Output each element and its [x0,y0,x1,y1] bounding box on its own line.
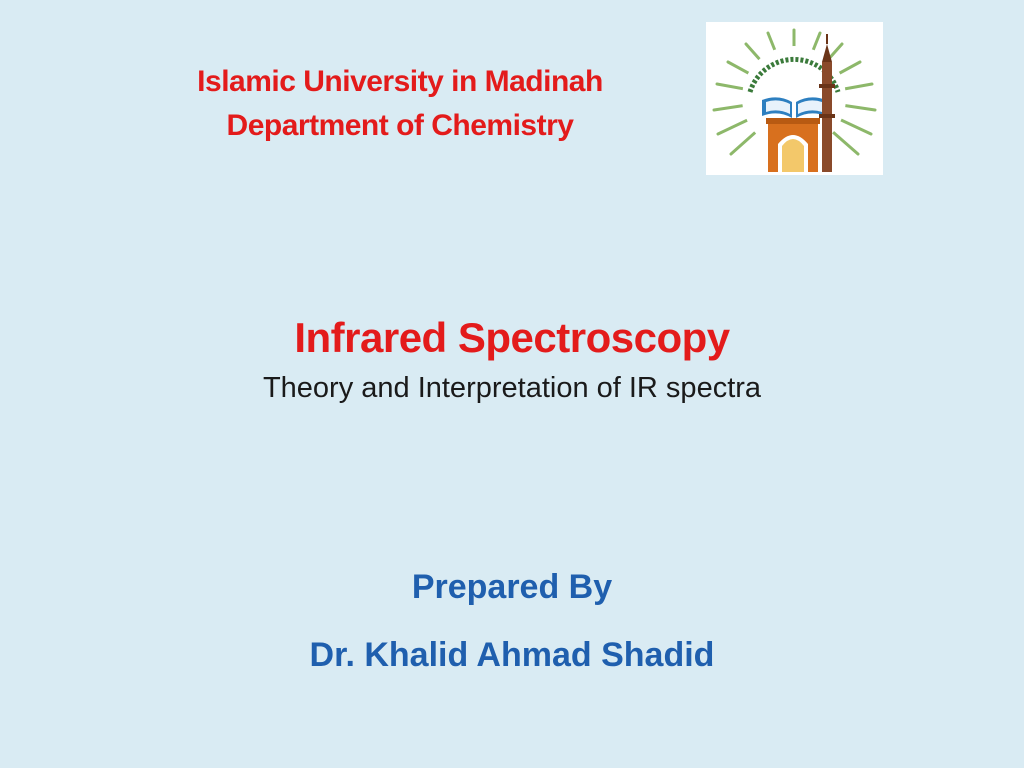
slide-title: Infrared Spectroscopy [294,314,730,361]
institution-header [120,60,680,148]
university-name: Islamic University in Madinah [197,65,603,98]
slide-subtitle: Theory and Interpretation of IR spectra [262,372,762,404]
university-logo [706,22,883,175]
prepared-by-label: Prepared By [411,568,613,606]
author-name: Dr. Khalid Ahmad Shadid [309,636,715,674]
university-emblem-icon [706,22,883,175]
credits-block [0,563,1024,679]
department-name: Department of Chemistry [226,109,574,142]
title-block [0,310,1024,408]
